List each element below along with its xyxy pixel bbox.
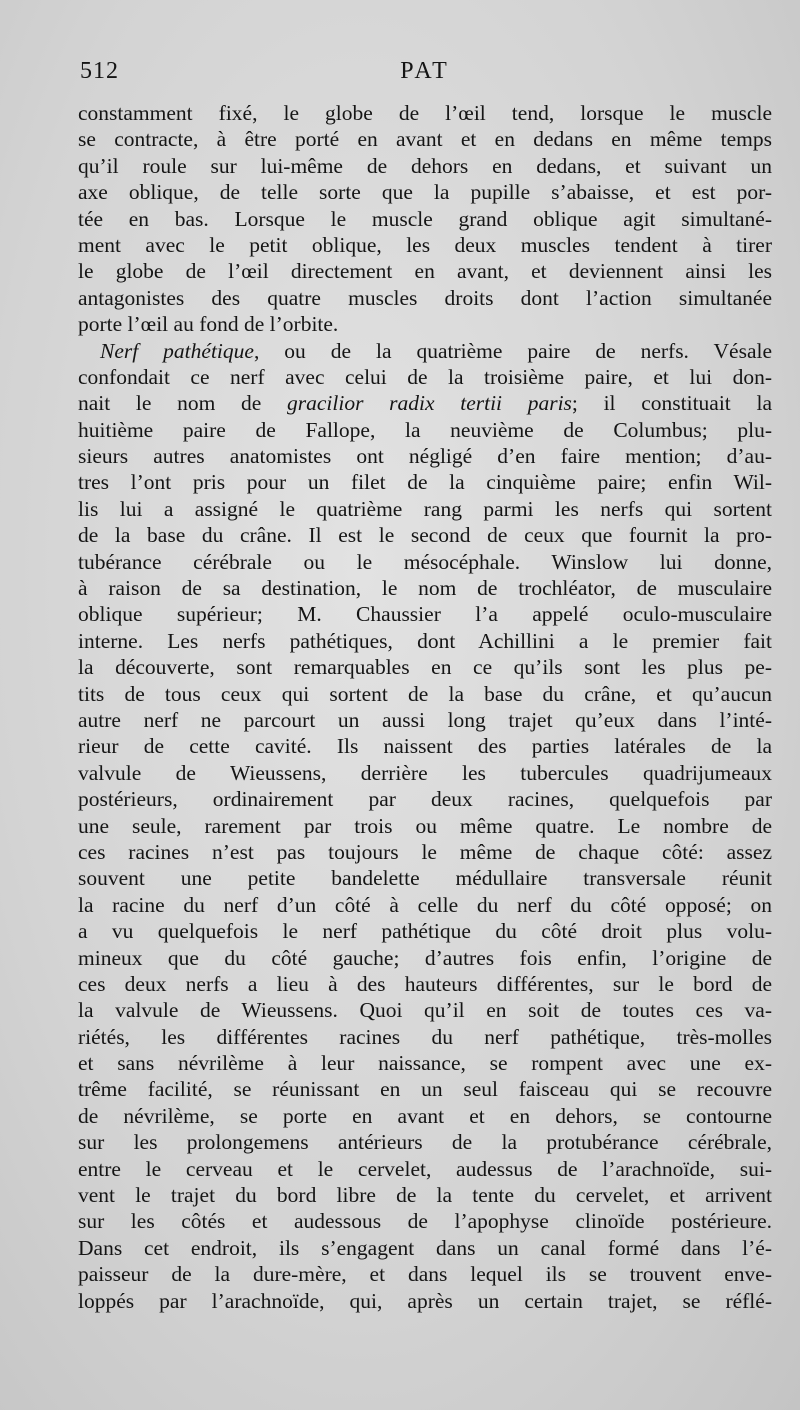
text-line: [78, 681, 772, 707]
text-segment: tée en bas. Lorsque le muscle grand oblique agit simultané-: [78, 206, 772, 231]
text-segment: entre le cerveau et le cervelet, audessus de l’arachnoïde, sui-: [78, 1156, 772, 1181]
text-line: [78, 469, 772, 495]
text-segment: ment avec le petit oblique, les deux muscles tendent à tirer: [78, 232, 772, 257]
text-line: [78, 338, 772, 364]
text-line: [78, 232, 772, 258]
text-line: [78, 364, 772, 390]
text-segment: riétés, les différentes racines du nerf pathétique, très-molles: [78, 1024, 772, 1049]
text-segment: et sans névrilème à leur naissance, se rompent avec une ex-: [78, 1051, 772, 1076]
text-line: [78, 601, 772, 627]
text-segment: souvent une petite bandelette médullaire transversale réunit: [78, 866, 772, 891]
text-line: [78, 1076, 772, 1102]
text-segment: ces racines n’est pas toujours le même de chaque côté: assez: [78, 839, 772, 864]
text-line: [78, 496, 772, 522]
text-segment: qu’il roule sur lui-même de dehors en dedans, et suivant un: [78, 153, 772, 178]
text-line: [78, 1129, 772, 1155]
text-segment: la valvule de Wieussens. Quoi qu’il en soit de toutes ces va-: [78, 998, 772, 1023]
text-line: [78, 918, 772, 944]
text-line: [78, 153, 772, 179]
text-segment: à raison de sa destination, le nom de trochléator, de musculaire: [78, 576, 772, 601]
text-segment: la découverte, sont remarquables en ce qu’ils sont les plus pe-: [78, 655, 772, 680]
text-line: [78, 1103, 772, 1129]
text-line: [78, 443, 772, 469]
text-line: [78, 1261, 772, 1287]
text-segment: sur les prolongemens antérieurs de la protubérance cérébrale,: [78, 1130, 772, 1155]
text-segment: tres l’ont pris pour un filet de la cinquième paire; enfin Wil-: [78, 470, 772, 495]
text-segment: Dans cet endroit, ils s’engagent dans un canal formé dans l’é-: [78, 1235, 772, 1260]
text-line: [78, 892, 772, 918]
text-line: [78, 417, 772, 443]
text-segment: valvule de Wieussens, derrière les tubercules quadrijumeaux: [78, 760, 772, 785]
text-segment: sieurs autres anatomistes ont négligé d’en faire mention; d’au-: [78, 444, 772, 469]
text-line: [78, 126, 772, 152]
text-line: [78, 628, 772, 654]
text-line: [78, 865, 772, 891]
text-line: [78, 997, 772, 1023]
text-segment: tits de tous ceux qui sortent de la base du crâne, et qu’aucun: [78, 681, 772, 706]
text-segment: vent le trajet du bord libre de la tente du cervelet, et arrivent: [78, 1183, 772, 1208]
text-segment: mineux que du côté gauche; d’autres fois enfin, l’origine de: [78, 945, 772, 970]
text-line: [78, 390, 772, 416]
text-line: [78, 733, 772, 759]
text-segment: le globe de l’œil directement en avant, et deviennent ainsi les: [78, 259, 772, 284]
text-line: [78, 654, 772, 680]
text-line: [78, 522, 772, 548]
text-segment: autre nerf ne parcourt un aussi long trajet qu’eux dans l’inté-: [78, 707, 772, 732]
text-line: [78, 786, 772, 812]
text-line: [78, 1050, 772, 1076]
text-line: [78, 1182, 772, 1208]
text-line: [78, 311, 772, 337]
text-segment: oblique supérieur; M. Chaussier l’a appelé oculo-musculaire: [78, 602, 772, 627]
page-number: 512: [80, 58, 119, 84]
italic-text: gracilior radix tertii paris: [287, 391, 572, 416]
text-line: [78, 206, 772, 232]
text-line: [78, 707, 772, 733]
text-line: [78, 179, 772, 205]
page-header: [80, 58, 770, 94]
text-line: [78, 1156, 772, 1182]
text-segment: sur les côtés et audessous de l’apophyse clinoïde postérieure.: [78, 1209, 772, 1234]
text-line: [78, 760, 772, 786]
text-line: [78, 549, 772, 575]
text-line: [78, 1235, 772, 1261]
text-line: [78, 971, 772, 997]
text-segment: loppés par l’arachnoïde, qui, après un certain trajet, se réflé-: [78, 1288, 772, 1313]
body-text: [78, 100, 772, 1314]
text-line: [78, 100, 772, 126]
italic-text: Nerf pathétique: [100, 338, 254, 363]
text-segment: postérieurs, ordinairement par deux racines, quelquefois par: [78, 787, 772, 812]
running-head: PAT: [400, 58, 450, 84]
text-segment: huitième paire de Fallope, la neuvième de Columbus; plu-: [78, 417, 772, 442]
text-segment: antagonistes des quatre muscles droits dont l’action simultanée: [78, 285, 772, 310]
text-segment: porte l’œil au fond de l’orbite.: [78, 312, 339, 337]
text-segment: paisseur de la dure-mère, et dans lequel ils se trouvent enve-: [78, 1262, 772, 1287]
text-line: [78, 1024, 772, 1050]
text-line: [78, 813, 772, 839]
text-segment: de névrilème, se porte en avant et en dehors, se contourne: [78, 1103, 772, 1128]
text-segment: de la base du crâne. Il est le second de ceux que fournit la pro-: [78, 523, 772, 548]
text-segment: rieur de cette cavité. Ils naissent des parties latérales de la: [78, 734, 772, 759]
text-segment: trême facilité, se réunissant en un seul faisceau qui se recouvre: [78, 1077, 772, 1102]
text-segment: lis lui a assigné le quatrième rang parmi les nerfs qui sortent: [78, 496, 772, 521]
text-segment: interne. Les nerfs pathétiques, dont Achillini a le premier fait: [78, 628, 772, 653]
text-segment: nait le nom de: [78, 391, 288, 416]
text-segment: tubérance cérébrale ou le mésocéphale. Winslow lui donne,: [78, 549, 772, 574]
text-line: [78, 839, 772, 865]
text-line: [78, 258, 772, 284]
text-line: [78, 1208, 772, 1234]
text-line: [78, 575, 772, 601]
text-segment: une seule, rarement par trois ou même quatre. Le nombre de: [78, 813, 772, 838]
text-segment: la racine du nerf d’un côté à celle du nerf du côté opposé; on: [78, 892, 772, 917]
text-line: [78, 285, 772, 311]
text-segment: confondait ce nerf avec celui de la troisième paire, et lui don-: [78, 364, 772, 389]
text-segment: ces deux nerfs a lieu à des hauteurs différentes, sur le bord de: [78, 971, 772, 996]
text-line: [78, 1288, 772, 1314]
text-segment: a vu quelquefois le nerf pathétique du côté droit plus volu-: [78, 919, 772, 944]
text-line: [78, 945, 772, 971]
text-segment: ; il constituait la: [571, 391, 772, 416]
text-segment: constamment fixé, le globe de l’œil tend, lorsque le muscle: [78, 101, 772, 125]
text-segment: , ou de la quatrième paire de nerfs. Vésale: [253, 338, 772, 363]
text-segment: axe oblique, de telle sorte que la pupille s’abaisse, et est por-: [78, 180, 772, 205]
text-segment: se contracte, à être porté en avant et en dedans en même temps: [78, 127, 772, 152]
